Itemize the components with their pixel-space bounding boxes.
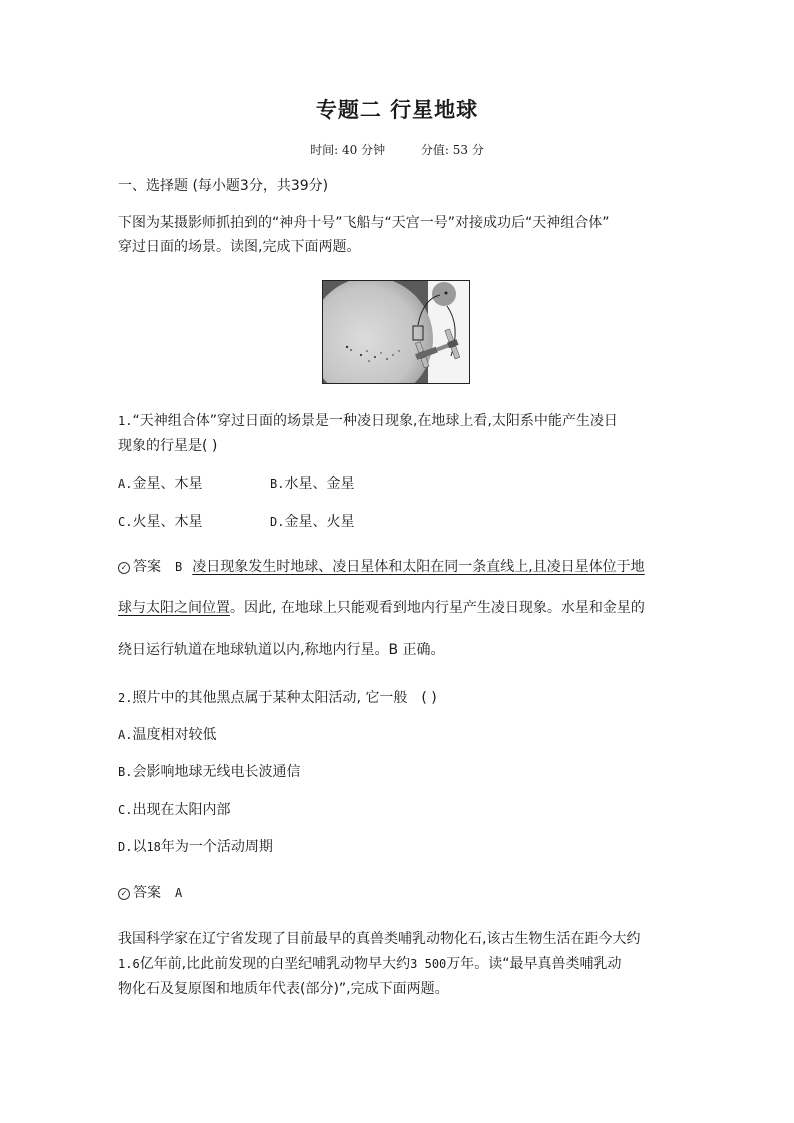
answer-1-underlined: 球与太阳之间位置 [118,600,230,616]
page-title: 专题二 行星地球 [315,98,479,122]
answer-2 [118,884,192,902]
q2-option-a[interactable] [118,726,216,744]
answer-1 [118,558,645,576]
option-text: 出现在太阳内部 [132,802,231,818]
question-number: 1. [118,414,133,428]
option-c[interactable] [118,513,202,531]
total-score: 分值: 53 分 [420,143,484,157]
answer-paren: ( ) [421,690,437,706]
intro2-line-3: 物化石及复原图和地质年代表(部分)”,完成下面两题。 [118,981,449,997]
sun-transit-photo [322,280,470,384]
option-key: C. [118,803,133,817]
option-text-post: 年为一个活动周期 [160,839,273,855]
answer-1-line-2-rest: 。因此, 在地球上只能观看到地内行星产生凌日现象。水星和金星的 [230,600,645,616]
intro-line-1: 下图为某摄影师抓拍到的“神舟十号”飞船与“天宫一号”对接成功后“天神组合体” [118,215,610,231]
option-text: 火星、木星 [132,514,203,530]
intro2-number-1: 1.6 [118,957,140,971]
question-2 [118,689,437,707]
option-text: 金星、木星 [132,476,203,492]
exam-meta [0,141,794,158]
intro2-number-2: 3 500 [410,957,447,971]
option-text: 金星、火星 [284,514,355,530]
check-icon: ✓ [118,562,130,574]
q2-option-b[interactable] [118,763,300,781]
option-d[interactable] [270,513,354,531]
intro-line-2: 穿过日面的场景。读图,完成下面两题。 [118,239,361,255]
option-text: 温度相对较低 [132,727,217,743]
q2-option-d[interactable] [118,838,273,856]
option-key: A. [118,728,133,742]
option-key: B. [118,765,133,779]
option-text: 水星、金星 [284,476,355,492]
option-a[interactable] [118,475,202,493]
intro2-line-1: 我国科学家在辽宁省发现了目前最早的真兽类哺乳动物化石,该古生物生活在距今大约 [118,931,641,947]
option-key: D. [118,840,133,854]
answer-1-line-2 [118,599,645,617]
question-2-stem: 照片中的其他黑点属于某种太阳活动, 它一般 [132,690,408,706]
answer-1-line-3: 绕日运行轨道在地球轨道以内,称地内行星。B 正确。 [118,642,445,658]
intro2-line-2 [118,955,622,973]
answer-letter: A [175,886,183,900]
zoom-dot [445,292,448,295]
option-key: C. [118,515,133,529]
option-text: 会影响地球无线电长波通信 [132,764,301,780]
option-number: 18 [146,840,161,854]
answer-1-line-1: 凌日现象发生时地球、凌日星体和太阳在同一条直线上,且凌日星体位于地 [192,559,645,575]
zoom-circle [432,282,456,306]
sun-transit-illustration [323,281,469,383]
intro2-text-b: 万年。读“最早真兽类哺乳动 [446,956,622,972]
option-key: A. [118,477,133,491]
answer-letter: B [175,560,183,574]
question-1 [118,412,618,430]
time-limit: 时间: 40 分钟 [310,143,386,157]
option-key: B. [270,477,285,491]
option-text-pre: 以 [132,839,147,855]
option-key: D. [270,515,285,529]
question-1-line-2: 现象的行星是( ) [118,438,218,454]
question-number: 2. [118,691,133,705]
answer-label: 答案 [133,885,161,901]
check-icon: ✓ [118,888,130,900]
q2-option-c[interactable] [118,801,230,819]
section-heading: 一、选择题 (每小题3分，共39分) [118,178,329,194]
option-b[interactable] [270,475,354,493]
intro2-text-a: 亿年前,比此前发现的白垩纪哺乳动物早大约 [139,956,411,972]
question-1-line-1: “天神组合体”穿过日面的场景是一种凌日现象,在地球上看,太阳系中能产生凌日 [132,413,618,429]
answer-label: 答案 [133,559,161,575]
